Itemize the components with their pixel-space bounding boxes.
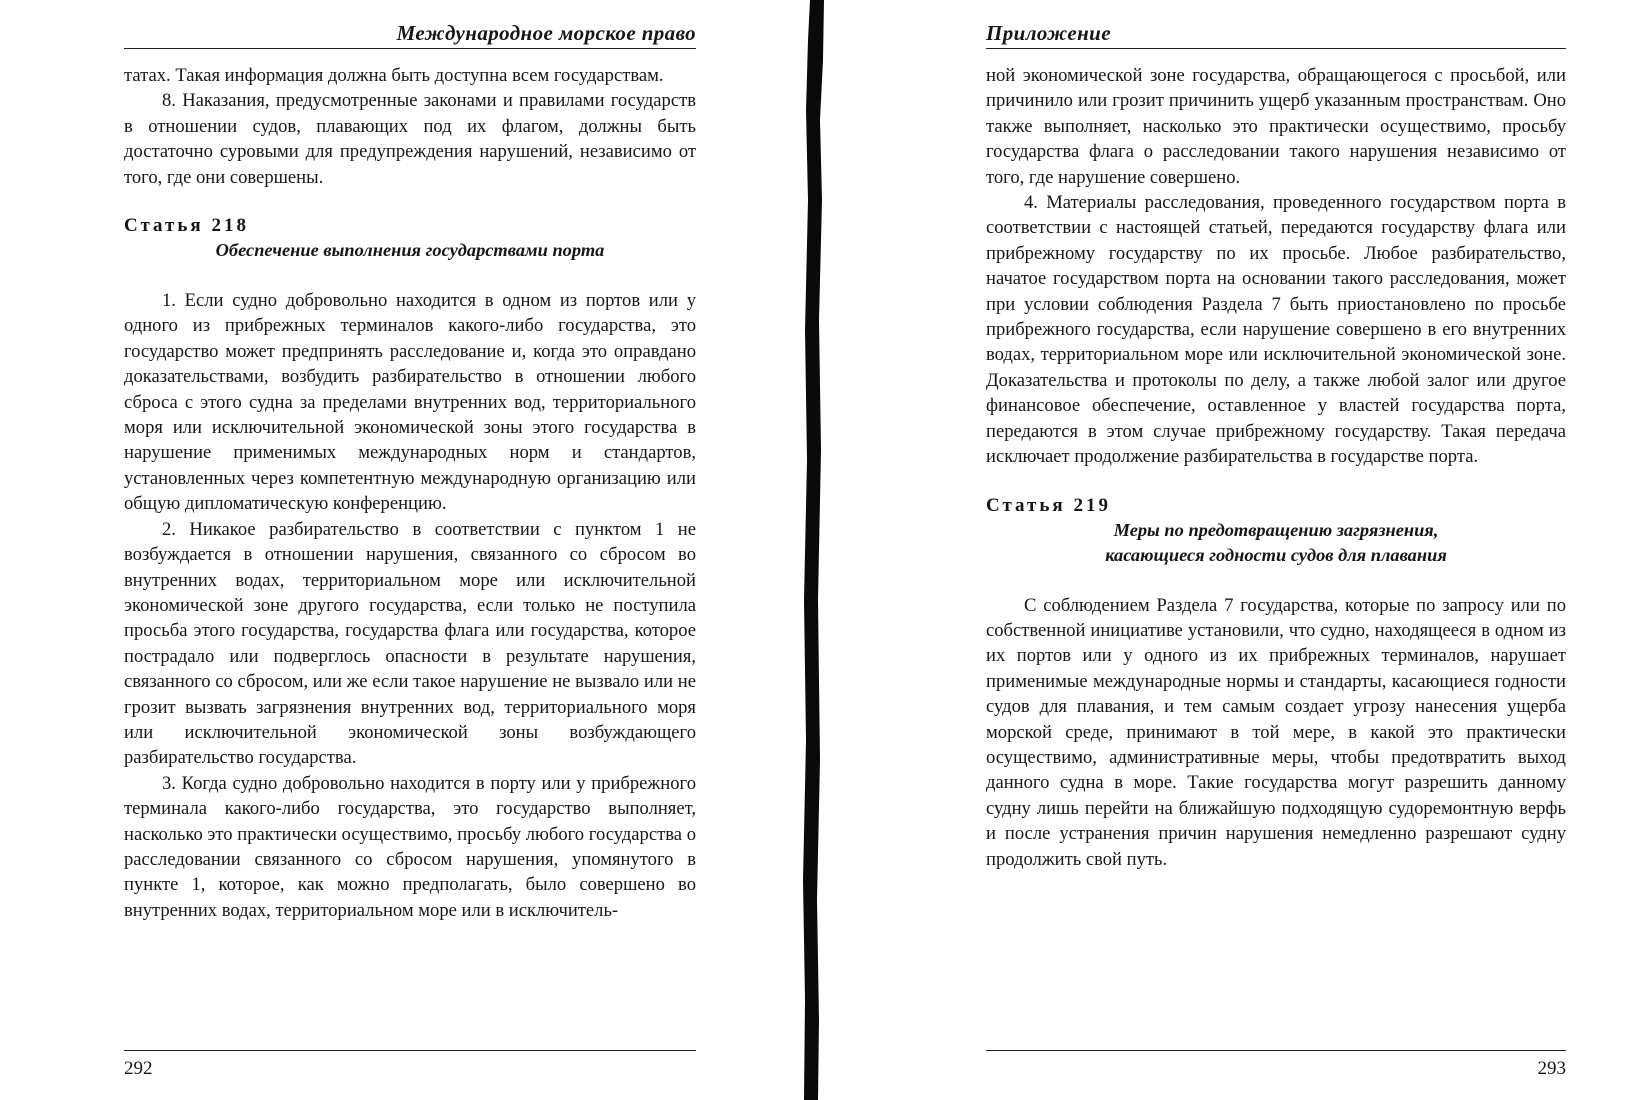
header-rule-left [124,48,696,49]
paragraph-4: 4. Материалы расследования, проведенного государством порта в соответствии с настоящей статьей, передаются государству флага или прибрежному государству по их просьбе. Любое разбирательство, начатое государством порта на основании такого расследования, может при условии соблюдения Раздела 7 быть приостановлено по просьбе прибрежного государства, если нарушение совершено в его внутренних водах, территориальном море или исключительной экономической зоне. Доказательства и протоколы по делу, а также любой залог или другое финансовое обеспечение, оставленное у властей государства порта, передаются в этом случае прибрежному государству. Такая передача исключает продолжение разбирательства в государстве порта. [986,192,1566,468]
paragraph-1: 1. Если судно добровольно находится в одном из портов или у одного из прибрежных терминалов какого-либо государства, это государство может предпринять расследование и, когда это оправдано доказательствами, возбудить разбирательство в отношении любого сброса с этого судна за пределами внутренних вод, территориального моря или исключительной экономической зоны этого государства в нарушение применимых международных норм и стандартов, установленных через компетентную международную организацию или общую дипломатическую конференцию. [124,290,696,515]
carryover-paragraph: татах. Такая информация должна быть доступна всем государствам. [124,65,664,86]
book-gutter-shadow [796,0,832,1100]
article-218-number: Статья 218 [124,215,249,237]
paragraph-3: 3. Когда судно добровольно находится в порту или у прибрежного терминала какого-либо государства, это государство выполняет, насколько это практически осуществимо, просьбу любого государства о расследовании связанного со сбросом нарушения, упомянутого в пункте 1, которое, как можно предполагать, было совершено во внутренних водах, территориальном море или в исключитель- [124,772,696,921]
article-219-title [986,518,1566,568]
article-219-title-line-2: касающиеся годности судов для плавания [1105,544,1447,565]
paragraph-8: 8. Наказания, предусмотренные законами и правилами государств в отношении судов, плавающих под их флагом, должны быть достаточно суровыми для предупреждения нарушений, независимо от того, где они совершены. [124,90,696,188]
page-number-left: 292 [124,1058,153,1079]
running-head-left: Международное морское право [396,21,696,45]
article-219-number: Статья 219 [986,494,1111,516]
article-219-paragraph: С соблюдением Раздела 7 государства, которые по запросу или по собственной инициативе установили, что судно, находящееся в одном из их портов или у одного из их прибрежных терминалов, нарушает применимые международные нормы и стандарты, касающиеся годности судов для плавания, и тем самым создает угрозу нанесения ущерба морской среде, принимают в той мере, в какой это практически осуществимо, административные меры, чтобы предотвратить выход данного судна в море. Такие государства могут разрешить данному судну лишь перейти на ближайшую подходящую судоремонтную верфь и после устранения причин нарушения немедленно разрешают судну продолжить свой путь. [986,594,1566,870]
footer-rule-left [124,1050,696,1051]
article-218-title: Обеспечение выполнения государствами порта [215,240,605,261]
page-number-right: 293 [1537,1058,1566,1079]
header-rule-right [986,48,1566,49]
carryover-paragraph: ной экономической зоне государства, обращающегося с просьбой, или причинило или грозит причинить ущерб указанным пространствам. Оно также выполняет, насколько это практически осуществимо, просьбу государства флага о расследовании такого нарушения независимо от того, где нарушение совершено. [986,65,1566,188]
footer-rule-right [986,1050,1566,1051]
right-page [986,0,1566,1100]
running-head-right: Приложение [986,21,1111,45]
left-page-body [124,63,696,923]
left-page [124,0,696,1100]
right-page-body [986,63,1566,872]
paragraph-2: 2. Никакое разбирательство в соответствии с пунктом 1 не возбуждается в отношении нарушения, связанного со сбросом во внутренних водах, территориальном море или исключительной экономической зоне другого государства, если только не поступила просьба этого государства, государства флага или государства, которое пострадало или подверглось опасности в результате нарушения, связанного со сбросом, или же если такое нарушение не вызвало или не грозит вызвать загрязнения внутренних вод, территориального моря или исключительной экономической зоны возбуждающего разбирательство государства. [124,518,696,769]
article-219-title-line-1: Меры по предотвращению загрязнения, [1113,519,1439,540]
